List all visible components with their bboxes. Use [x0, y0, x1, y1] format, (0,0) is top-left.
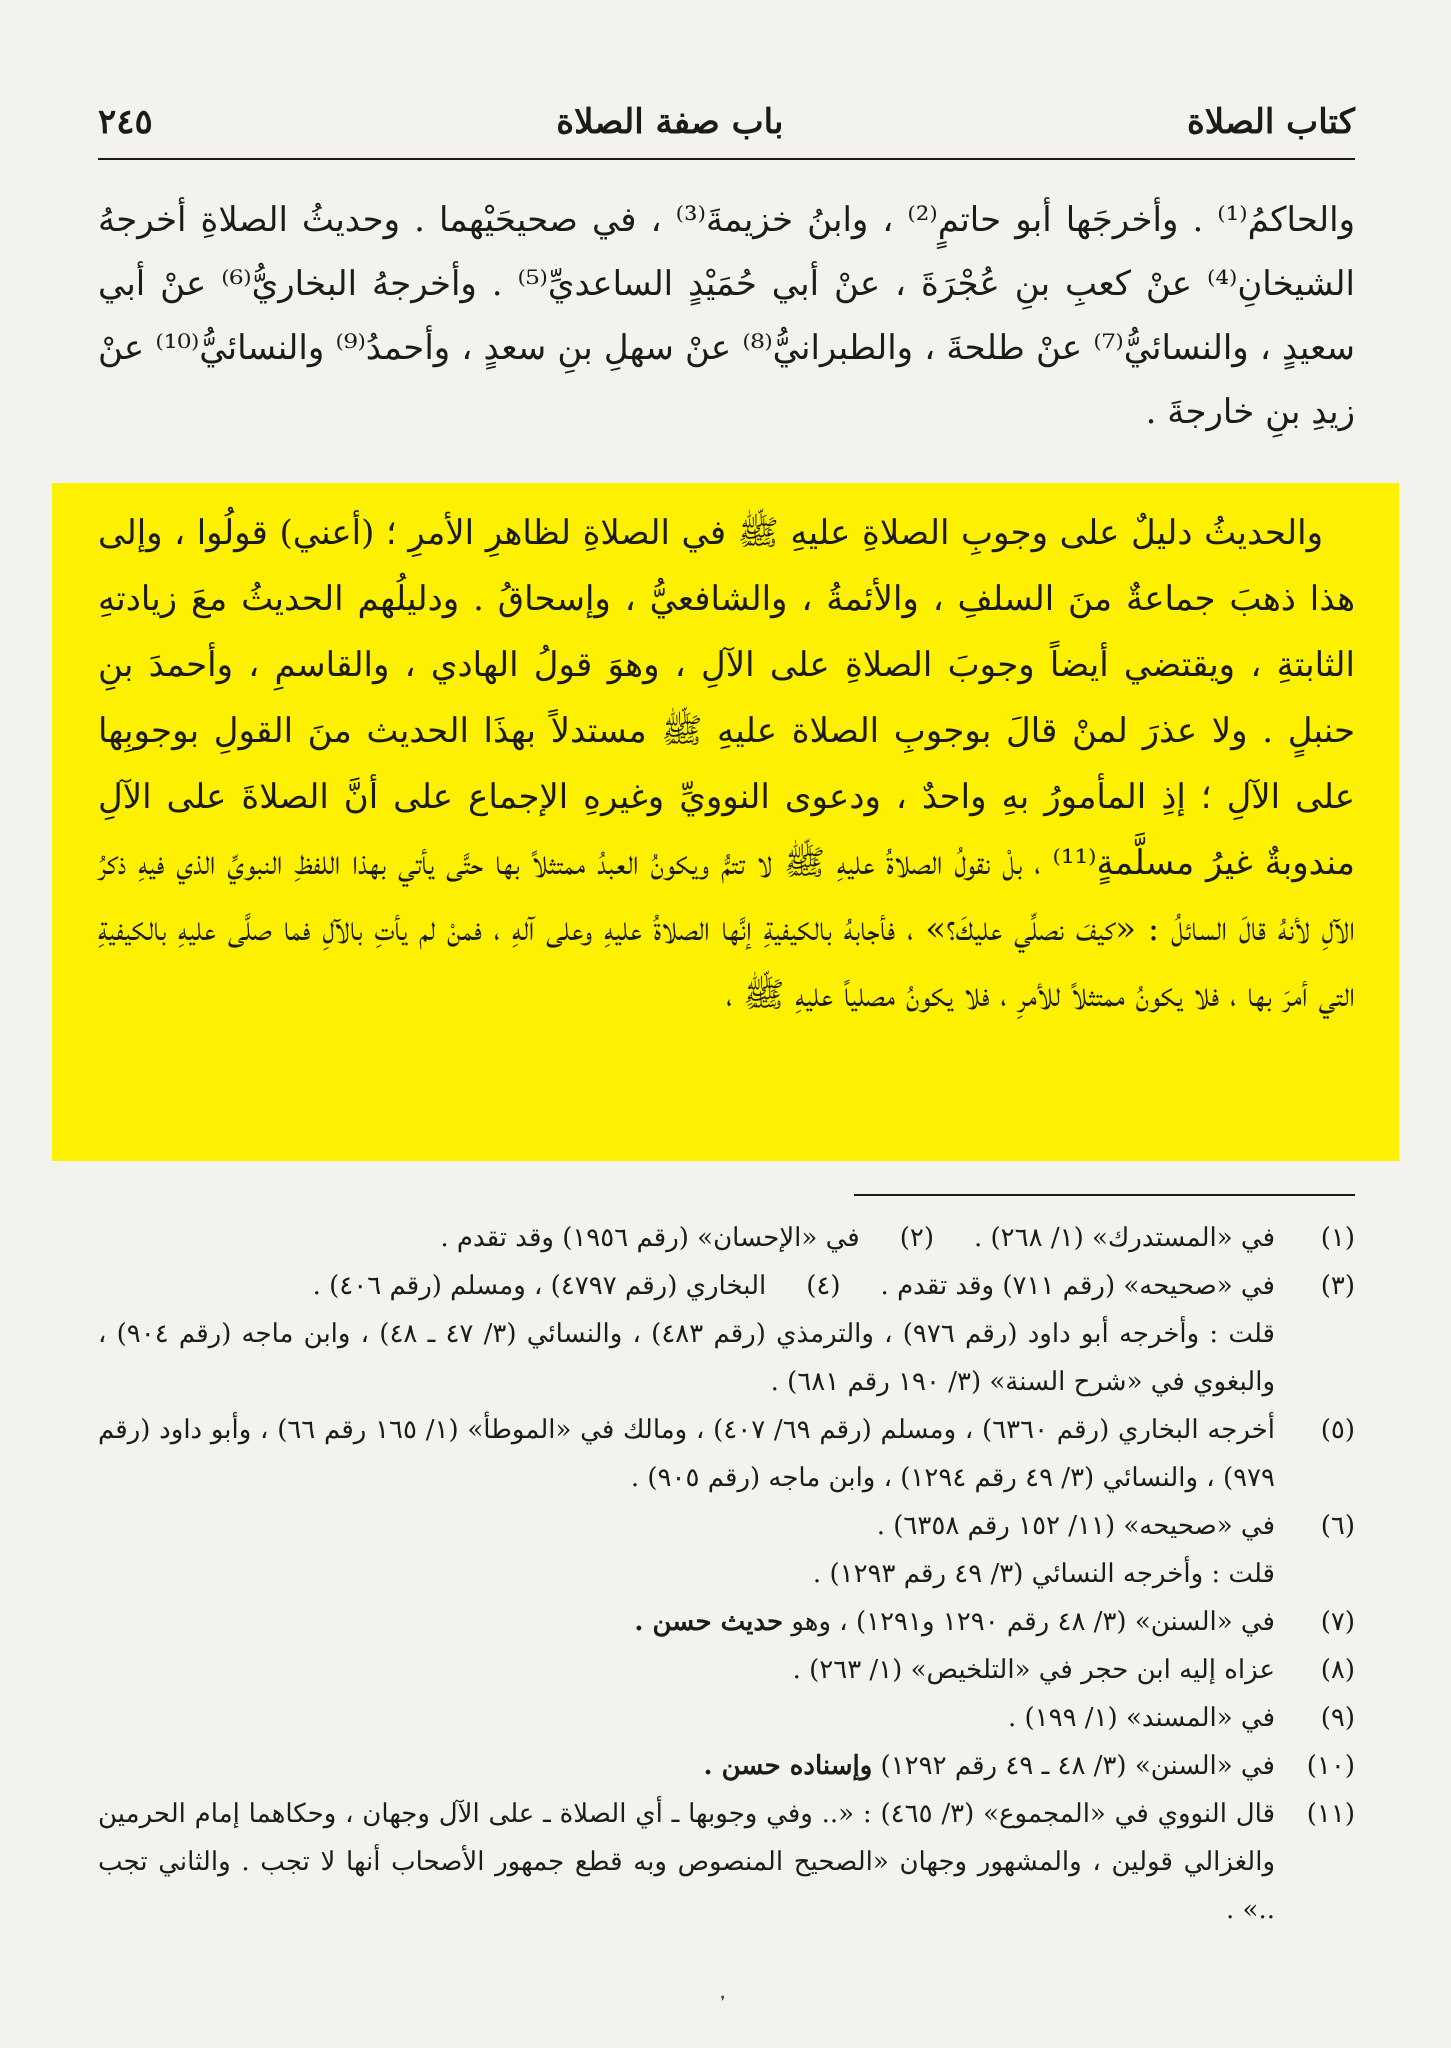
footnote-text: أخرجه البخاري (رقم ٦٣٦٠) ، ومسلم (رقم ٦٩/ ٤٠٧) ، ومالك في «الموطأ» (١/ ١٦٥ رقم ٦٦) ، وأبو داود (رقم ٩٧٩) ، والنسائي (٣/ ٤٩ رقم ١٢٩٤) ، وابن ماجه (رقم ٩٠٥) .	[98, 1415, 1275, 1493]
footnote-6-continued	[98, 1550, 1355, 1598]
footnote-number: (٦)	[1320, 1511, 1355, 1541]
footnote-text: في «المسند» (١/ ١٩٩) .	[1007, 1703, 1275, 1733]
footnote-grading: حديث حسن .	[634, 1607, 784, 1637]
footnote-10	[98, 1742, 1355, 1790]
footnote-text-wrap	[98, 1742, 1275, 1790]
footnote-number: (٤)	[806, 1271, 841, 1301]
paragraph-highlighted: والحديثُ دليلٌ على وجوبِ الصلاةِ عليهِ ﷺ في الصلاةِ لظاهرِ الأمرِ ؛ (أعني) قولُوا ، وإلى هذا ذهبَ جماعةٌ منَ السلفِ ، والأئمةُ ، والشافعيُّ ، وإسحاقُ . ودليلُهم الحديثُ معَ زيادتهِ الثابتةِ ، ويقتضي أيضاً وجوبَ الصلاةِ على الآلِ ، وهوَ قولُ الهادي ، والقاسمِ ، وأحمدَ بنِ حنبلٍ . ولا عذرَ لمنْ قالَ بوجوبِ الصلاة عليهِ ﷺ مستدلاً بهذَا الحديث منَ القولِ بوجوبِها على الآلِ ؛ إذِ المأمورُ بهِ واحدٌ ، ودعوى النوويِّ وغيرهِ الإجماع على أنَّ الصلاةَ على الآلِ مندوبةٌ غيرُ مسلَّمةٍ⁽¹¹⁾ ، بلْ نقولُ الصلاةُ عليهِ ﷺ لا تتمُّ ويكونُ العبدُ ممتثلاً بها حتَّى يأتي بهذا اللفظِ النبويِّ الذي فيهِ ذكرُ الآلِ لأنهُ قالَ السائلُ : «كيفَ نصلِّي عليكَ؟» ، فأجابهُ بالكيفيةِ إنَّها الصلاةُ عليهِ وعلى آلهِ ، فمنْ لم يأتِ بالآلِ فما صلَّى عليهِ بالكيفيةِ التي أمرَ بها ، فلا يكونُ ممتثلاً للأمرِ ، فلا يكونُ مصلياً عليهِ ﷺ ،	[98, 513, 1355, 1015]
footnote-6	[98, 1502, 1355, 1550]
main-text	[98, 188, 1355, 444]
footnote-text-wrap	[98, 1598, 1275, 1646]
footnote-text: عزاه إليه ابن حجر في «التلخيص» (١/ ٢٦٣) .	[792, 1655, 1275, 1685]
footnote-9	[98, 1694, 1355, 1742]
footnote-text: في «الإحسان» (رقم ١٩٥٦) وقد تقدم .	[440, 1223, 860, 1253]
footnote-7	[98, 1598, 1355, 1646]
page-mark: ᾿	[717, 1995, 728, 2020]
footnote-pair	[98, 1214, 1275, 1262]
footnote-text: في «صحيحه» (١١/ ١٥٢ رقم ٦٣٥٨) .	[876, 1511, 1275, 1541]
footnote-text: في «السنن» (٣/ ٤٨ ـ ٤٩ رقم ١٢٩٢)	[880, 1751, 1275, 1781]
footnote-number: (١١)	[1306, 1799, 1355, 1829]
footnote-5	[98, 1406, 1355, 1502]
footnote-number: (٨)	[1320, 1655, 1355, 1685]
footnote-4-continued	[98, 1310, 1355, 1406]
footnote-text: قال النووي في «المجموع» (٣/ ٤٦٥) : «.. وفي وجوبها ـ أي الصلاة ـ على الآل وجهان ، وحكاهما إمام الحرمين والغزالي قولين ، والمشهور وجهان «الصحيح المنصوص وبه قطع جمهور الأصحاب أنها لا تجب . والثاني تجب ..» .	[98, 1799, 1275, 1925]
header-divider	[98, 158, 1355, 160]
footnote-number: (٩)	[1320, 1703, 1355, 1733]
highlighted-text	[98, 500, 1355, 1028]
footnote-text: البخاري (رقم ٤٧٩٧) ، ومسلم (رقم ٤٠٦) .	[312, 1271, 767, 1301]
page-number: ٢٤٥	[98, 102, 153, 142]
footnote-text: في «المستدرك» (١/ ٢٦٨) .	[973, 1223, 1275, 1253]
running-header	[98, 92, 1355, 152]
footnote-text: في «السنن» (٣/ ٤٨ رقم ١٢٩٠ و١٢٩١) ، وهو	[791, 1607, 1275, 1637]
footnote-number: (١)	[1320, 1223, 1355, 1253]
footnote-11	[98, 1790, 1355, 1934]
footnote-number: (٣)	[1320, 1271, 1355, 1301]
footnote-8	[98, 1646, 1355, 1694]
footnote-number: (١٠)	[1306, 1751, 1355, 1781]
footnote-pair	[98, 1262, 1275, 1310]
footnote-number: (٥)	[1320, 1415, 1355, 1445]
footnote-1-2	[98, 1214, 1355, 1262]
footnote-text: في «صحيحه» (رقم ٧١١) وقد تقدم .	[880, 1271, 1275, 1301]
footnote-number-spacer	[1275, 1550, 1355, 1598]
footnote-text: قلت : وأخرجه أبو داود (رقم ٩٧٦) ، والترمذي (رقم ٤٨٣) ، والنسائي (٣/ ٤٧ ـ ٤٨) ، وابن ماجه (رقم ٩٠٤) ، والبغوي في «شرح السنة» (٣/ ١٩٠ رقم ٦٨١) .	[98, 1319, 1275, 1397]
book-title: كتاب الصلاة	[1186, 102, 1355, 142]
footnote-number: (٧)	[1320, 1607, 1355, 1637]
footnote-text: قلت : وأخرجه النسائي (٣/ ٤٩ رقم ١٢٩٣) .	[812, 1559, 1275, 1589]
footnote-3-4	[98, 1262, 1355, 1310]
paragraph-takhrij: والحاكمُ⁽¹⁾ . وأخرجَها أبو حاتمٍ⁽²⁾ ، وابنُ خزيمةَ⁽³⁾ ، في صحيحَيْهما . وحديثُ الصلاةِ أخرجهُ الشيخانِ⁽⁴⁾ عنْ كعبِ بنِ عُجْرَةَ ، عنْ أبي حُمَيْدٍ الساعديِّ⁽⁵⁾ . وأخرجهُ البخاريُّ⁽⁶⁾ عنْ أبي سعيدٍ ، والنسائيُّ⁽⁷⁾ عنْ طلحةَ ، والطبرانيُّ⁽⁸⁾ عنْ سهلِ بنِ سعدٍ ، وأحمدُ⁽⁹⁾ والنسائيُّ⁽¹⁰⁾ عنْ زيدِ بنِ خارجةَ .	[98, 200, 1355, 432]
footnote-number-spacer	[1275, 1310, 1355, 1406]
chapter-title: باب صفة الصلاة	[556, 102, 784, 142]
footnote-divider	[854, 1194, 1355, 1196]
footnotes	[98, 1214, 1355, 1934]
footnote-number: (٢)	[899, 1223, 934, 1253]
footnote-grading: وإسناده حسن .	[703, 1751, 873, 1781]
